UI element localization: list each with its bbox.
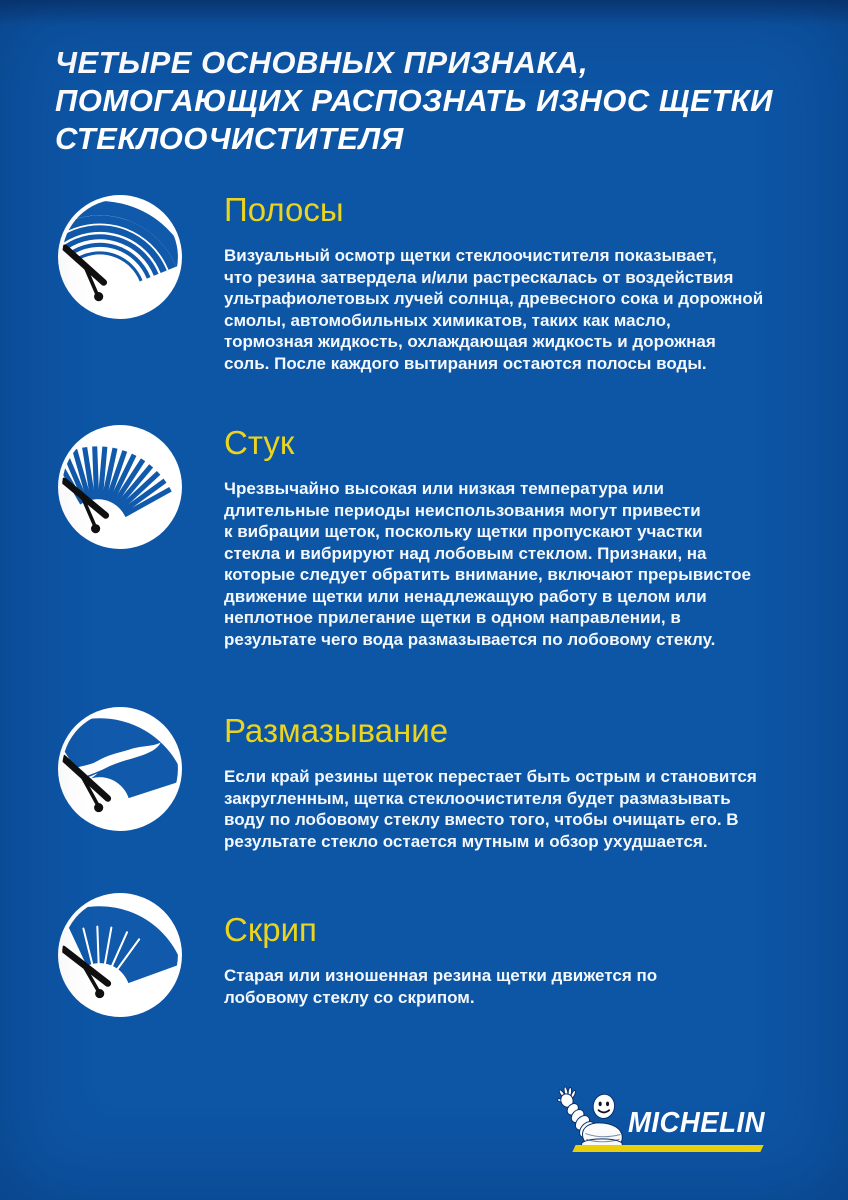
section-chatter [224,423,824,650]
section-heading: Полосы [224,191,344,228]
section-body: Визуальный осмотр щетки стеклоочистителя показывает, что резина затвердела и/или растрескалась от воздействия ультрафиолетовых лучей солнца, древесного сока и дорожной смолы, автомобильных химикатов, таких как масло, тормозная жидкость, охлаждающая жидкость и дорожная соль. После каждого вытирания остаются полосы воды. [224,246,764,373]
section-squeak [224,910,824,1008]
wiper-streaks-icon [57,194,183,320]
section-body: Старая или изношенная резина щетки движется по лобовому стеклу со скрипом. [224,966,658,1007]
michelin-logo [552,1086,818,1158]
section-smear [224,711,824,852]
wiper-smear-icon [57,706,183,832]
page-title: ЧЕТЫРЕ ОСНОВНЫХ ПРИЗНАКА, ПОМОГАЮЩИХ РАСПОЗНАТЬ ИЗНОС ЩЕТКИ СТЕКЛООЧИСТИТЕЛЯ [55,45,773,156]
wiper-squeak-icon [57,892,183,1018]
section-heading: Скрип [224,911,317,948]
wiper-streaks-icon [57,194,183,320]
wiper-squeak-icon [57,892,183,1018]
wiper-chatter-icon [57,424,183,550]
section-body: Чрезвычайно высокая или низкая температура или длительные периоды неиспользования могут привести к вибрации щеток, поскольку щетки пропускают участки стекла и вибрируют над лобовым стеклом. Признаки, на которые следует обратить внимание, включают прерывистое движение щетки или ненадлежащую работу в целом или неплотное прилегание щетки в одном направлении, в результате чего вода размазывается по лобовому стеклу. [224,479,752,649]
section-heading: Размазывание [224,712,449,749]
wiper-chatter-icon [57,424,183,550]
michelin-wordmark: MICHELIN [628,1107,765,1139]
logo-underline [572,1145,763,1152]
section-heading: Стук [224,424,295,461]
section-streaks [224,190,824,374]
wiper-smear-icon [57,706,183,832]
section-body: Если край резины щеток перестает быть острым и становится закругленным, щетка стеклоочистителя будет размазывать воду по лобовому стеклу вместо того, чтобы очищать его. В результате стекло остается мутным и обзор ухудшается. [224,767,757,851]
